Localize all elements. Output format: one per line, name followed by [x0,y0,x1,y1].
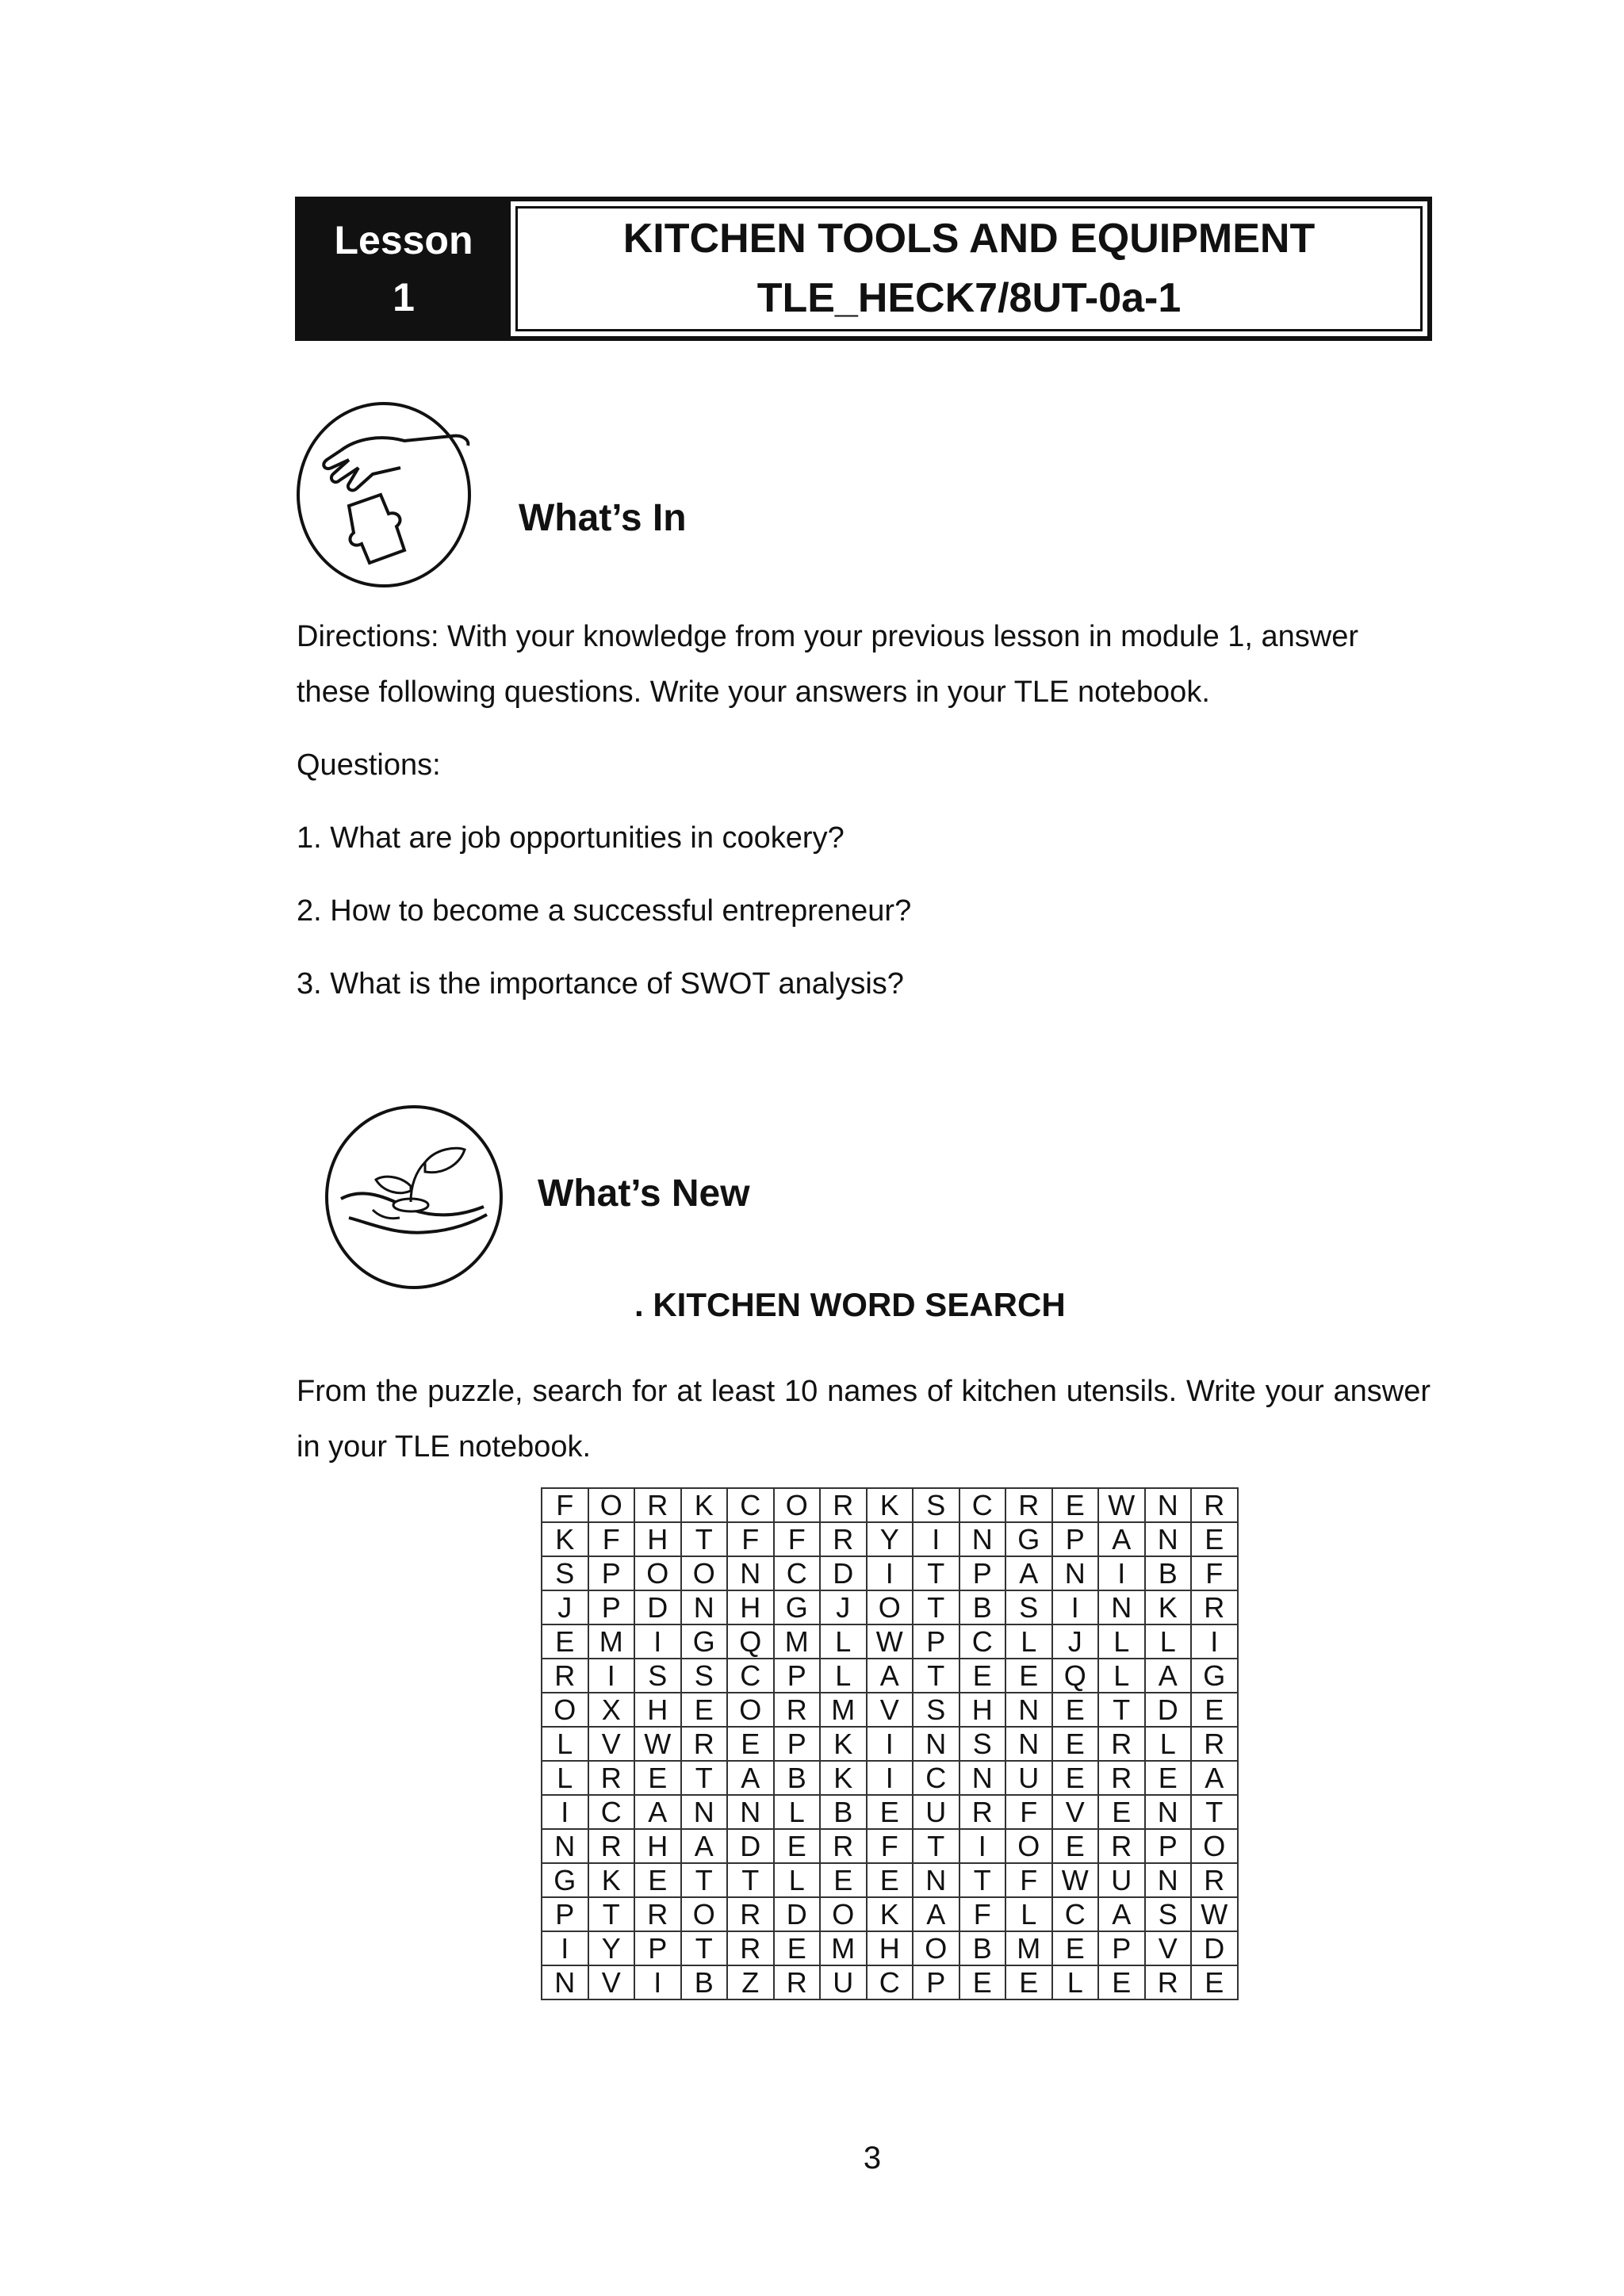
word-search-row [542,1761,1238,1795]
word-search-cell: P [1052,1522,1099,1556]
word-search-cell: L [774,1863,821,1897]
word-search-cell: R [820,1829,867,1863]
whats-in-title: What’s In [519,497,687,539]
word-search-cell: L [542,1727,588,1761]
word-search-cell: U [913,1795,959,1829]
word-search-row [542,1488,1238,1522]
lesson-title-box [515,206,1423,331]
word-search-cell: N [681,1590,728,1624]
word-search-cell: V [1052,1795,1099,1829]
word-search-cell: S [634,1659,681,1693]
word-search-cell: A [634,1795,681,1829]
word-search-cell: E [1191,1965,1238,1999]
word-search-cell: E [820,1863,867,1897]
question-item: 3. What is the importance of SWOT analysis? [297,967,904,1001]
word-search-cell: M [774,1624,821,1659]
word-search-cell: N [1098,1590,1145,1624]
word-search-cell: L [820,1624,867,1659]
word-search-cell: U [1098,1863,1145,1897]
lesson-badge [300,201,511,336]
word-search-cell: D [727,1829,774,1863]
word-search-cell: L [1098,1659,1145,1693]
word-search-cell: T [727,1863,774,1897]
word-search-cell: I [913,1522,959,1556]
word-search-cell: J [820,1590,867,1624]
lesson-title: KITCHEN TOOLS AND EQUIPMENT [622,215,1316,262]
word-search-cell: O [727,1693,774,1727]
word-search-cell: T [681,1863,728,1897]
word-search-cell: W [634,1727,681,1761]
word-search-cell: L [1052,1965,1099,1999]
word-search-cell: F [1005,1863,1052,1897]
word-search-cell: E [1098,1965,1145,1999]
word-search-cell: R [1191,1488,1238,1522]
word-search-cell: T [913,1829,959,1863]
word-search-cell: S [681,1659,728,1693]
word-search-cell: G [542,1863,588,1897]
word-search-row [542,1522,1238,1556]
word-search-cell: E [727,1727,774,1761]
word-search-cell: M [588,1624,635,1659]
word-search-cell: C [913,1761,959,1795]
word-search-cell: S [542,1556,588,1590]
question-item: 2. How to become a successful entrepreneur? [297,894,912,928]
word-search-cell: U [1005,1761,1052,1795]
word-search-cell: E [1005,1659,1052,1693]
word-search-cell: H [634,1522,681,1556]
word-search-cell: I [542,1931,588,1965]
lesson-label: Lesson [334,217,473,262]
word-search-cell: H [867,1931,914,1965]
word-search-cell: O [681,1556,728,1590]
word-search-cell: D [1145,1693,1192,1727]
word-search-cell: J [542,1590,588,1624]
word-search-cell: R [1191,1727,1238,1761]
word-search-cell: B [959,1590,1006,1624]
word-search-cell: N [1145,1522,1192,1556]
word-search-cell: E [634,1761,681,1795]
word-search-cell: T [681,1761,728,1795]
word-search-row [542,1556,1238,1590]
directions-text: Directions: With your knowledge from your previous lesson in module 1, answer these following questions. Write your answers in your TLE notebook. [297,620,1359,709]
word-search-cell: E [1052,1727,1099,1761]
word-search-cell: N [959,1522,1006,1556]
word-search-cell: Y [867,1522,914,1556]
word-search-cell: O [913,1931,959,1965]
word-search-cell: V [867,1693,914,1727]
word-search-cell: Q [1052,1659,1099,1693]
hand-sprout-icon [317,1099,508,1294]
word-search-row [542,1727,1238,1761]
word-search-row [542,1693,1238,1727]
word-search-row [542,1659,1238,1693]
word-search-cell: Y [588,1931,635,1965]
word-search-cell: T [959,1863,1006,1897]
word-search-cell: E [634,1863,681,1897]
word-search-cell: U [820,1965,867,1999]
word-search-cell: N [913,1863,959,1897]
word-search-cell: T [588,1897,635,1931]
word-search-cell: K [542,1522,588,1556]
whats-new-title: What’s New [538,1173,750,1215]
word-search-cell: E [1052,1761,1099,1795]
word-search-cell: R [1098,1761,1145,1795]
word-search-cell: R [727,1931,774,1965]
word-search-cell: C [867,1965,914,1999]
word-search-cell: F [1005,1795,1052,1829]
word-search-cell: C [727,1659,774,1693]
word-search-cell: R [774,1693,821,1727]
word-search-cell: P [1145,1829,1192,1863]
word-search-cell: P [959,1556,1006,1590]
word-search-cell: O [1005,1829,1052,1863]
word-search-cell: C [727,1488,774,1522]
word-search-cell: P [913,1965,959,1999]
word-search-cell: L [1005,1624,1052,1659]
word-search-cell: T [913,1556,959,1590]
word-search-cell: M [1005,1931,1052,1965]
word-search-cell: I [959,1829,1006,1863]
word-search-cell: T [681,1522,728,1556]
word-search-cell: I [1098,1556,1145,1590]
word-search-cell: O [681,1897,728,1931]
word-search-cell: O [820,1897,867,1931]
word-search-row [542,1795,1238,1829]
word-search-cell: Q [727,1624,774,1659]
word-search-row [542,1590,1238,1624]
word-search-cell: F [542,1488,588,1522]
word-search-cell: R [542,1659,588,1693]
word-search-cell: N [727,1556,774,1590]
word-search-cell: M [820,1693,867,1727]
word-search-cell: T [681,1931,728,1965]
word-search-cell: P [774,1659,821,1693]
word-search-cell: J [1052,1624,1099,1659]
word-search-cell: B [774,1761,821,1795]
word-search-cell: L [1005,1897,1052,1931]
word-search-cell: I [634,1624,681,1659]
word-search-cell: A [913,1897,959,1931]
word-search-cell: P [588,1556,635,1590]
word-search-cell: I [867,1727,914,1761]
word-search-cell: W [1098,1488,1145,1522]
word-search-cell: C [1052,1897,1099,1931]
word-search-cell: O [634,1556,681,1590]
word-search-cell: E [1052,1693,1099,1727]
hand-puzzle-piece-icon [293,395,476,593]
word-search-cell: D [774,1897,821,1931]
word-search-cell: W [1052,1863,1099,1897]
word-search-cell: A [1098,1897,1145,1931]
word-search-cell: V [1145,1931,1192,1965]
word-search-cell: E [1005,1965,1052,1999]
word-search-cell: L [1098,1624,1145,1659]
word-search-cell: E [1191,1522,1238,1556]
word-search-cell: A [867,1659,914,1693]
word-search-cell: E [1145,1761,1192,1795]
word-search-cell: G [1005,1522,1052,1556]
word-search-cell: H [634,1693,681,1727]
word-search-cell: E [1052,1829,1099,1863]
word-search-cell: I [588,1659,635,1693]
word-search-cell: C [959,1488,1006,1522]
word-search-cell: P [634,1931,681,1965]
word-search-cell: R [820,1488,867,1522]
word-search-row [542,1931,1238,1965]
word-search-cell: B [681,1965,728,1999]
word-search-cell: R [1005,1488,1052,1522]
word-search-cell: A [1005,1556,1052,1590]
word-search-cell: C [588,1795,635,1829]
word-search-row [542,1965,1238,1999]
word-search-cell: E [867,1863,914,1897]
word-search-cell: N [1005,1693,1052,1727]
word-search-cell: E [681,1693,728,1727]
word-search-cell: H [634,1829,681,1863]
word-search-cell: A [1191,1761,1238,1795]
lesson-header [295,197,1432,341]
word-search-cell: F [959,1897,1006,1931]
page-number: 3 [863,2141,882,2175]
word-search-cell: Z [727,1965,774,1999]
word-search-cell: I [1191,1624,1238,1659]
word-search-cell: A [727,1761,774,1795]
word-search-cell: N [681,1795,728,1829]
word-search-cell: F [867,1829,914,1863]
word-search-cell: D [634,1590,681,1624]
word-search-cell: R [1191,1863,1238,1897]
word-search-cell: T [1191,1795,1238,1829]
word-search-cell: S [1145,1897,1192,1931]
word-search-cell: P [913,1624,959,1659]
lesson-number: 1 [393,275,415,320]
word-search-cell: O [542,1693,588,1727]
word-search-cell: P [588,1590,635,1624]
word-search-cell: I [634,1965,681,1999]
word-search-cell: R [588,1761,635,1795]
word-search-cell: L [774,1795,821,1829]
word-search-cell: E [959,1659,1006,1693]
word-search-cell: E [774,1829,821,1863]
word-search-cell: O [867,1590,914,1624]
word-search-cell: T [913,1659,959,1693]
word-search-cell: K [588,1863,635,1897]
word-search-cell: E [1191,1693,1238,1727]
word-search-instructions: From the puzzle, search for at least 10 names of kitchen utensils. Write your answer in your TLE notebook. [297,1375,1431,1464]
word-search-cell: D [820,1556,867,1590]
word-search-cell: E [542,1624,588,1659]
word-search-cell: K [820,1727,867,1761]
word-search-cell: I [1052,1590,1099,1624]
word-search-cell: N [1145,1863,1192,1897]
word-search-cell: W [867,1624,914,1659]
word-search-cell: E [1052,1931,1099,1965]
word-search-cell: R [1191,1590,1238,1624]
word-search-cell: K [867,1488,914,1522]
word-search-cell: T [913,1590,959,1624]
word-search-cell: P [774,1727,821,1761]
questions-label: Questions: [297,748,441,782]
word-search-cell: N [1145,1488,1192,1522]
word-search-cell: N [959,1761,1006,1795]
word-search-cell: R [774,1965,821,1999]
word-search-cell: B [959,1931,1006,1965]
word-search-cell: K [867,1897,914,1931]
word-search-cell: F [727,1522,774,1556]
word-search-cell: R [681,1727,728,1761]
word-search-title: . KITCHEN WORD SEARCH [634,1286,1066,1323]
word-search-cell: E [867,1795,914,1829]
word-search-cell: A [1145,1659,1192,1693]
word-search-cell: S [1005,1590,1052,1624]
word-search-cell: N [542,1829,588,1863]
word-search-cell: V [588,1727,635,1761]
word-search-cell: O [1191,1829,1238,1863]
word-search-cell: B [1145,1556,1192,1590]
word-search-cell: O [588,1488,635,1522]
word-search-cell: N [1005,1727,1052,1761]
word-search-row [542,1897,1238,1931]
word-search-cell: N [1052,1556,1099,1590]
word-search-cell: K [820,1761,867,1795]
word-search-cell: N [1145,1795,1192,1829]
word-search-cell: N [913,1727,959,1761]
word-search-row [542,1863,1238,1897]
word-search-cell: K [681,1488,728,1522]
word-search-row [542,1829,1238,1863]
question-item: 1. What are job opportunities in cookery? [297,821,845,855]
word-search-cell: C [774,1556,821,1590]
word-search-cell: I [542,1795,588,1829]
word-search-cell: E [1052,1488,1099,1522]
word-search-cell: R [727,1897,774,1931]
word-search-cell: L [542,1761,588,1795]
word-search-cell: R [959,1795,1006,1829]
word-search-cell: R [634,1488,681,1522]
word-search-cell: H [727,1590,774,1624]
word-search-cell: P [542,1897,588,1931]
word-search-cell: S [913,1693,959,1727]
word-search-cell: V [588,1965,635,1999]
word-search-cell: K [1145,1590,1192,1624]
word-search-cell: R [634,1897,681,1931]
word-search-cell: F [1191,1556,1238,1590]
word-search-cell: C [959,1624,1006,1659]
word-search-cell: E [1098,1795,1145,1829]
word-search-grid [541,1487,1239,2000]
word-search-cell: L [1145,1624,1192,1659]
word-search-cell: O [774,1488,821,1522]
word-search-cell: R [820,1522,867,1556]
word-search-cell: L [820,1659,867,1693]
word-search-cell: A [681,1829,728,1863]
word-search-cell: G [1191,1659,1238,1693]
word-search-cell: M [820,1931,867,1965]
word-search-cell: H [959,1693,1006,1727]
word-search-row [542,1624,1238,1659]
word-search-cell: B [820,1795,867,1829]
word-search-cell: D [1191,1931,1238,1965]
word-search-cell: R [1098,1829,1145,1863]
word-search-cell: E [959,1965,1006,1999]
word-search-cell: G [681,1624,728,1659]
word-search-cell: R [1145,1965,1192,1999]
word-search-cell: F [774,1522,821,1556]
word-search-cell: R [1098,1727,1145,1761]
word-search-cell: S [913,1488,959,1522]
word-search-cell: S [959,1727,1006,1761]
word-search-cell: I [867,1761,914,1795]
word-search-cell: X [588,1693,635,1727]
word-search-cell: E [774,1931,821,1965]
word-search-cell: G [774,1590,821,1624]
word-search-cell: A [1098,1522,1145,1556]
word-search-cell: W [1191,1897,1238,1931]
lesson-code: TLE_HECK7/8UT-0a-1 [756,275,1182,321]
word-search-cell: P [1098,1931,1145,1965]
word-search-cell: T [1098,1693,1145,1727]
word-search-cell: L [1145,1727,1192,1761]
word-search-cell: R [588,1829,635,1863]
word-search-cell: F [588,1522,635,1556]
word-search-cell: N [542,1965,588,1999]
word-search-cell: N [727,1795,774,1829]
word-search-cell: I [867,1556,914,1590]
